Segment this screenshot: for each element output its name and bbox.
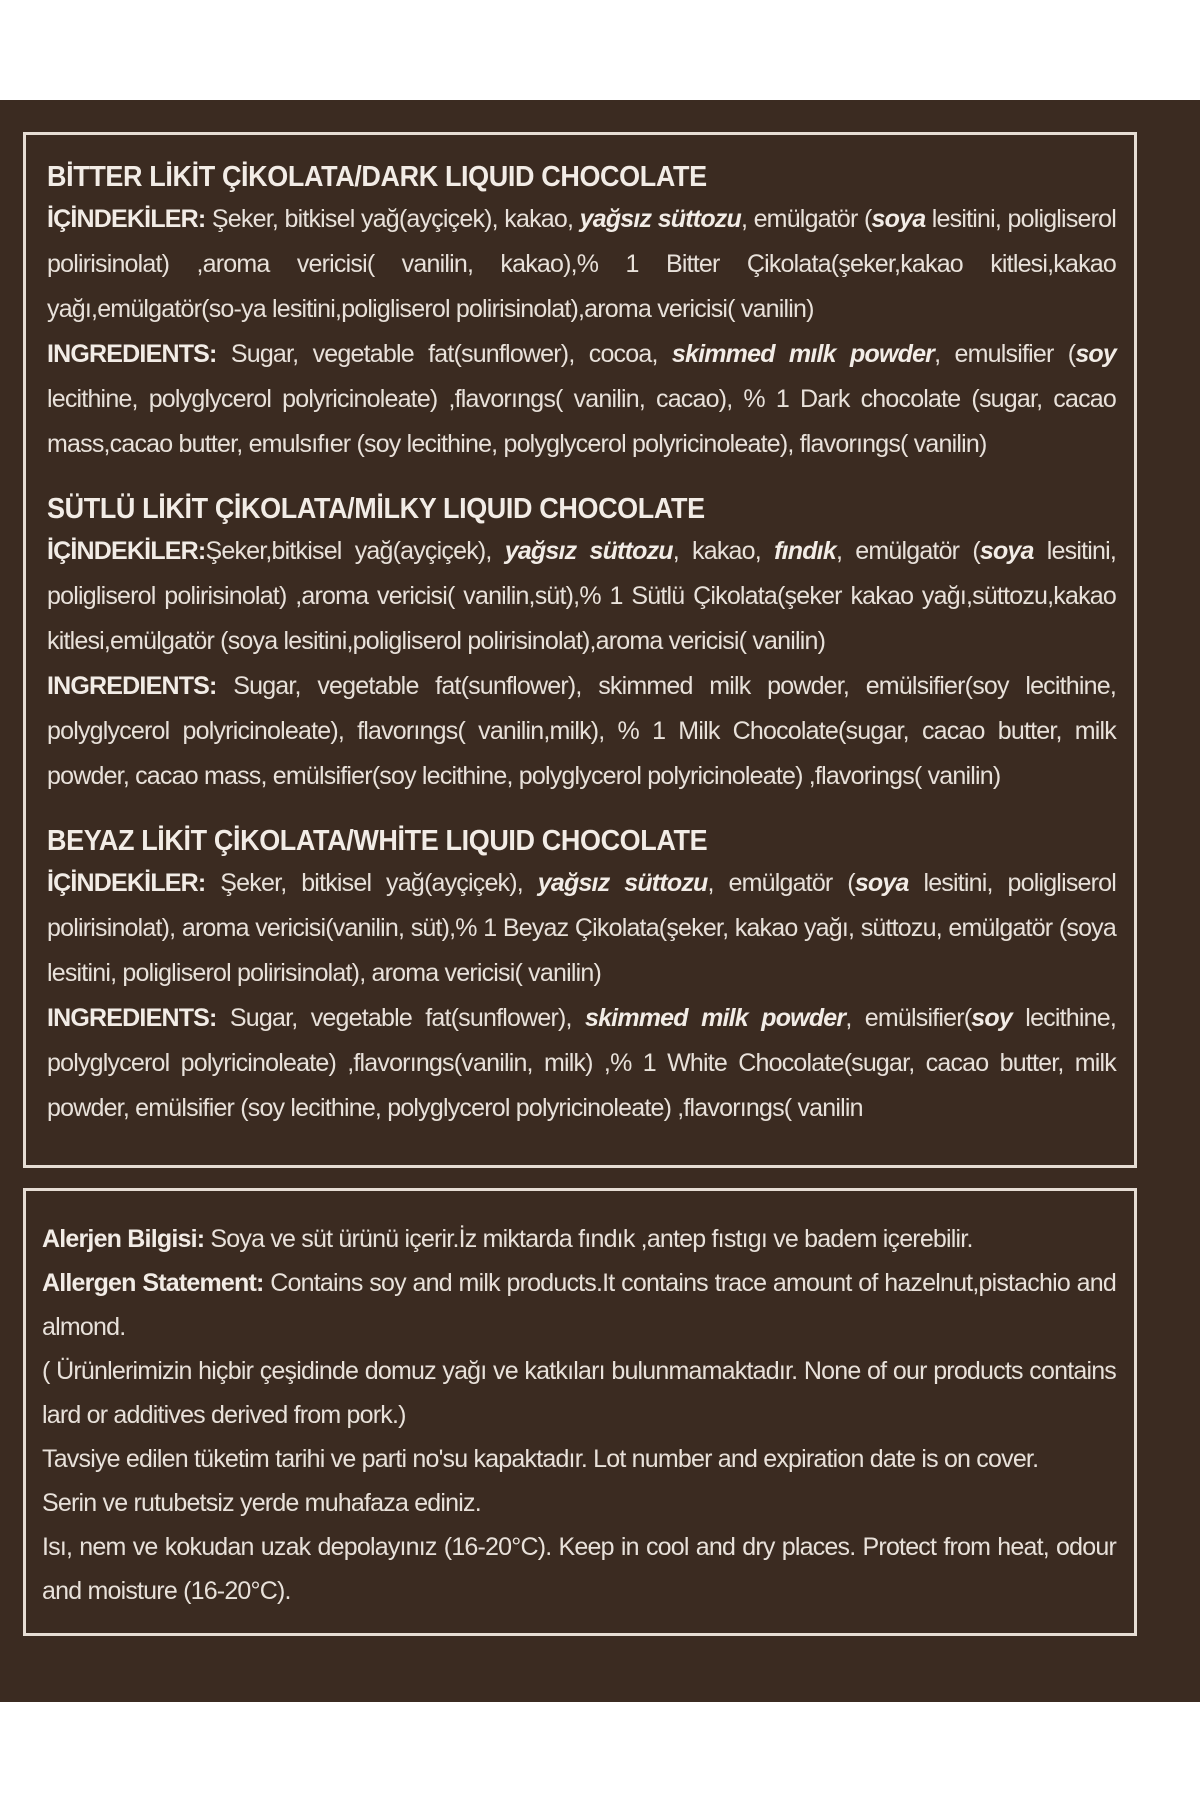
- ingredients-label-en: INGREDIENTS:: [47, 340, 217, 368]
- ingredients-text: , emülgatör (: [835, 537, 980, 565]
- allergen-emphasis: fındık: [774, 537, 836, 565]
- ingredients-text: Sugar, vegetable fat(sunflower), skimmed milk powder, emülsifier(soy lecithine, polyglycerol polyricinoleate), flavorıngs( vanilin,milk), % 1 Milk Chocolate(sugar, cacao butter, milk powder, cacao mass, emülsifier(soy lecithine, polyglycerol polyricinoleate) ,flavorings( vanilin): [47, 672, 1116, 790]
- allergen-info-tr: [42, 1217, 1116, 1261]
- section-title: BEYAZ LİKİT ÇİKOLATA/WHİTE LIQUID CHOCOLATE: [47, 825, 708, 857]
- ingredients-text: Sugar, vegetable fat(sunflower),: [216, 1004, 585, 1032]
- ingredients-text: Şeker, bitkisel yağ(ayçiçek), kakao,: [205, 205, 580, 233]
- ingredients-label-en: INGREDIENTS:: [47, 672, 217, 700]
- allergen-emphasis: soy: [971, 1004, 1012, 1032]
- white-chocolate-section: [47, 821, 1116, 1131]
- english-ingredients: [47, 664, 1116, 799]
- turkish-ingredients: [47, 529, 1116, 664]
- ingredients-label-tr: İÇİNDEKİLER:: [47, 537, 206, 565]
- pork-free-note: ( Ürünlerimizin hiçbir çeşidinde domuz yağı ve katkıları bulunmamaktadır. None of our products contains lard or additives derived from pork.): [42, 1357, 1116, 1429]
- expiry-note: Tavsiye edilen tüketim tarihi ve parti no'su kapaktadır. Lot number and expiration date is on cover.: [42, 1445, 1039, 1473]
- allergen-box: [23, 1188, 1137, 1636]
- allergen-emphasis: yağsız süttozu: [537, 869, 708, 897]
- section-title: BİTTER LİKİT ÇİKOLATA/DARK LIQUID CHOCOLATE: [47, 161, 707, 193]
- allergen-emphasis: soya: [854, 869, 909, 897]
- ingredients-text: lesitini, poligliserol polirisinolat) ,aroma vericisi( vanilin,süt),% 1 Sütlü Çikolata(şeker kakao yağı,süttozu,kakao kitlesi,emülgatör (soya lesitini,poligliserol polirisinolat),aroma vericisi( vanilin): [47, 537, 1117, 655]
- storage-note-tr: Serin ve rutubetsiz yerde muhafaza ediniz.: [42, 1489, 481, 1517]
- ingredients-box: [23, 132, 1137, 1168]
- english-ingredients: [47, 996, 1116, 1131]
- storage-note: Isı, nem ve kokudan uzak depolayınız (16-20°C). Keep in cool and dry places. Protect from heat, odour and moisture (16-20°C).: [42, 1533, 1116, 1605]
- ingredients-text: Şeker, bitkisel yağ(ayçiçek),: [205, 869, 538, 897]
- ingredients-text: lecithine, polyglycerol polyricinoleate) ,flavorıngs( vanilin, cacao), % 1 Dark chocolate (sugar, cacao mass,cacao butter, emulsıfıer (soy lecithine, polyglycerol polyricinoleate), flavorıngs( vanilin): [47, 385, 1116, 458]
- ingredients-label-tr: İÇİNDEKİLER:: [47, 205, 206, 233]
- ingredients-text: lecithine, polyglycerol polyricinoleate) ,flavorıngs(vanilin, milk) ,% 1 White Chocolate(sugar, cacao butter, milk powder, emülsifier (soy lecithine, polyglycerol polyricinoleate) ,flavorıngs( vanilin: [47, 1004, 1116, 1122]
- allergen-label-tr: Alerjen Bilgisi:: [42, 1225, 205, 1253]
- ingredients-text: , emülgatör (: [740, 205, 872, 233]
- english-ingredients: [47, 332, 1116, 467]
- allergen-emphasis: yağsız süttozu: [579, 205, 741, 233]
- ingredients-text: , emulsifier (: [934, 340, 1076, 368]
- allergen-label-en: Allergen Statement:: [42, 1269, 264, 1297]
- allergen-text: Contains soy and milk products.It contains trace amount of hazelnut,pistachio and almond.: [42, 1269, 1116, 1341]
- product-label-panel: [0, 100, 1200, 1702]
- ingredients-text: , emülsifier(: [845, 1004, 972, 1032]
- ingredients-text: lesitini, poligliserol polirisinolat) ,aroma vericisi( vanilin, kakao),% 1 Bitter Çikolata(şeker,kakao kitlesi,kakao yağı,emülgatör(so-ya lesitini,poligliserol polirisinolat),aroma vericisi( vanilin): [47, 205, 1117, 323]
- allergen-emphasis: soy: [1075, 340, 1116, 368]
- ingredients-text: , emülgatör (: [707, 869, 855, 897]
- ingredients-text: lesitini, poligliserol polirisinolat), aroma vericisi(vanilin, süt),% 1 Beyaz Çikolata(şeker, kakao yağı, süttozu, emülgatör (soya lesitini, poligliserol polirisinolat), aroma vericisi( vanilin): [47, 869, 1117, 987]
- turkish-ingredients: [47, 197, 1116, 332]
- allergen-emphasis: skimmed mılk powder: [671, 340, 935, 368]
- section-title: SÜTLÜ LİKİT ÇİKOLATA/MİLKY LIQUID CHOCOLATE: [47, 493, 705, 525]
- turkish-ingredients: [47, 861, 1116, 996]
- allergen-emphasis: skimmed milk powder: [584, 1004, 846, 1032]
- dark-chocolate-section: [47, 157, 1116, 467]
- allergen-text: Soya ve süt ürünü içerir.İz miktarda fındık ,antep fıstıgı ve badem içerebilir.: [204, 1225, 973, 1253]
- ingredients-label-en: INGREDIENTS:: [47, 1004, 217, 1032]
- ingredients-text: Şeker,bitkisel yağ(ayçiçek),: [205, 537, 505, 565]
- ingredients-label-tr: İÇİNDEKİLER:: [47, 869, 206, 897]
- ingredients-text: Sugar, vegetable fat(sunflower), cocoa,: [216, 340, 672, 368]
- allergen-statement-en: [42, 1261, 1116, 1349]
- allergen-emphasis: yağsız süttozu: [504, 537, 673, 565]
- milk-chocolate-section: [47, 489, 1116, 799]
- allergen-emphasis: soya: [871, 205, 926, 233]
- allergen-emphasis: soya: [979, 537, 1034, 565]
- ingredients-text: , kakao,: [672, 537, 775, 565]
